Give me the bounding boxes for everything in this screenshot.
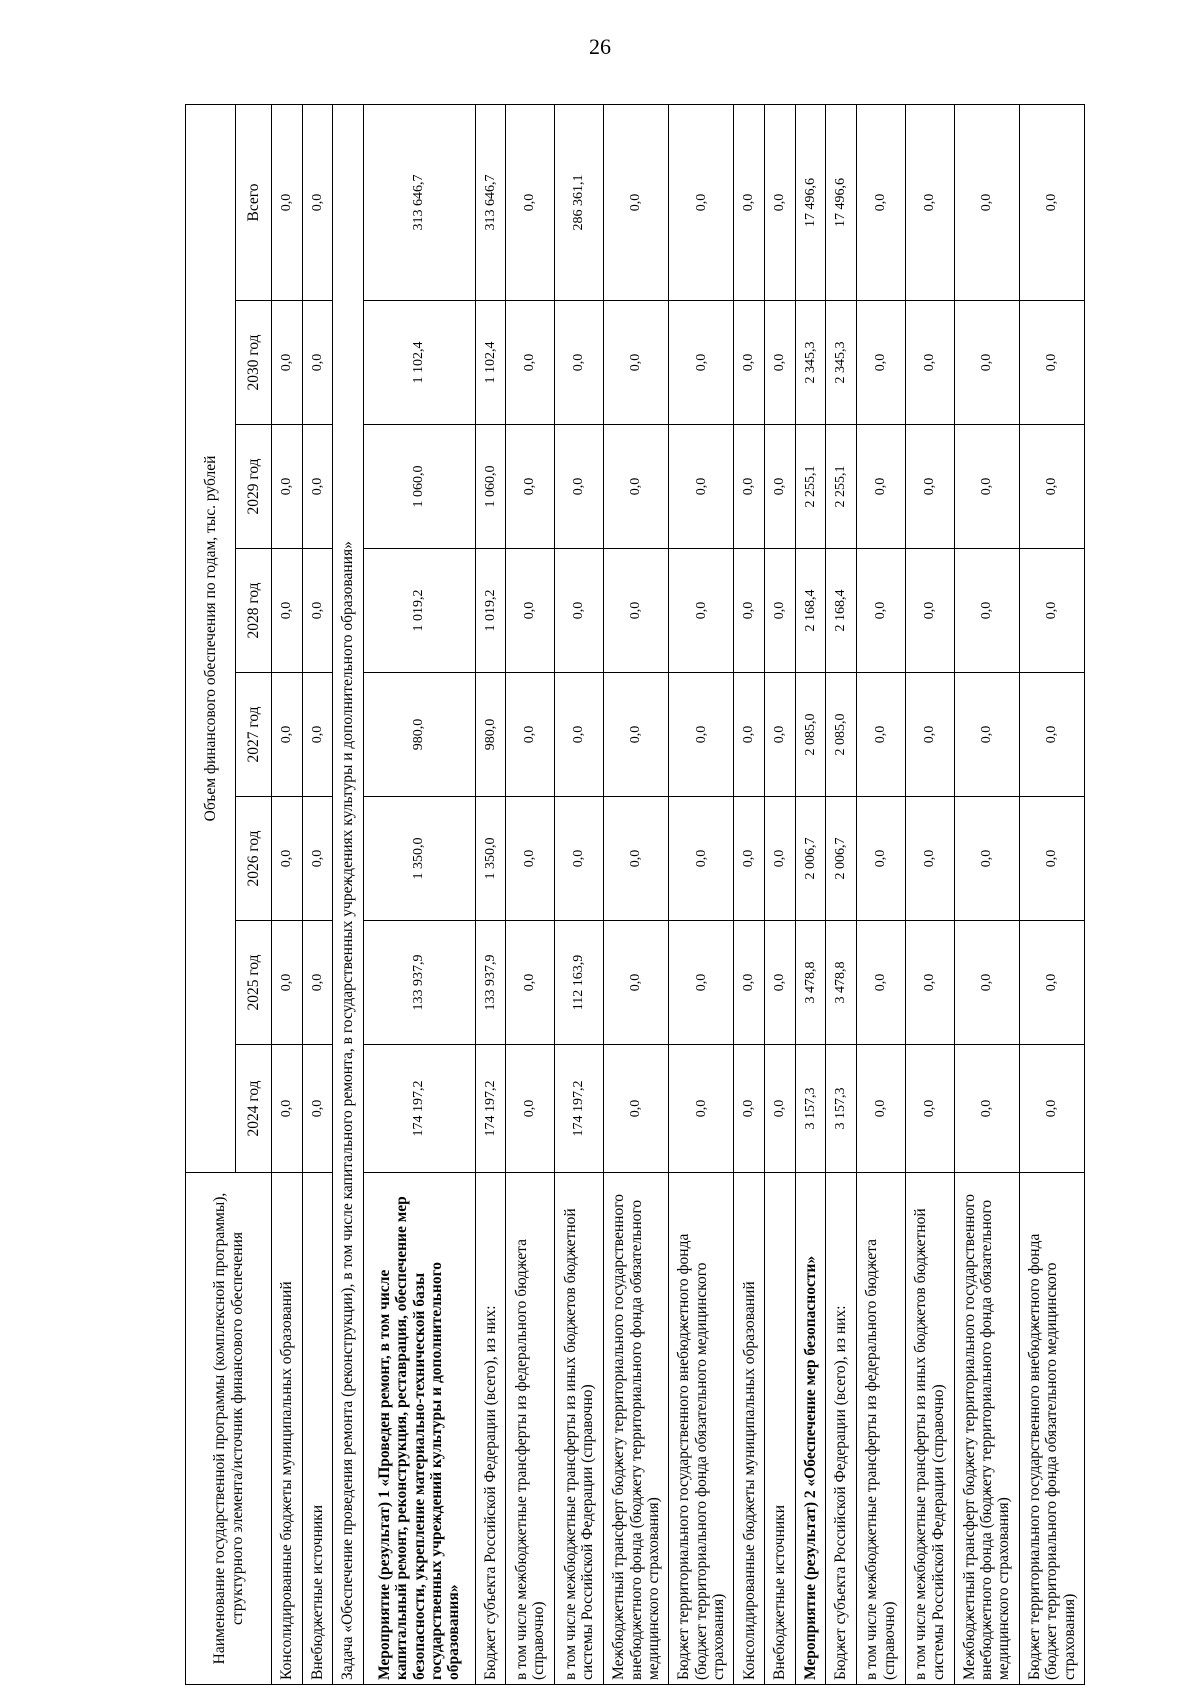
value-cell: 2 255,1 [826,425,857,549]
year-header: 2030 год [236,301,272,425]
value-cell: 0,0 [604,425,669,549]
value-cell: 0,0 [765,673,796,797]
table-row [604,105,669,1685]
row-label: Мероприятие (результат) 2 «Обеспечение мер безопасности» [795,1173,826,1685]
total-cell: 0,0 [669,105,734,301]
table-body [272,105,1085,1685]
value-cell: 0,0 [856,549,905,673]
value-cell: 0,0 [1019,549,1084,673]
value-cell: 0,0 [272,425,303,549]
row-label: Внебюджетные источники [302,1173,333,1685]
value-cell: 0,0 [765,425,796,549]
value-cell: 0,0 [765,797,796,921]
table-row [826,105,857,1685]
value-cell: 0,0 [506,797,555,921]
row-label: Бюджет субъекта Российской Федерации (всего), из них: [826,1173,857,1685]
value-cell: 174 197,2 [363,1045,475,1173]
total-cell: 0,0 [765,105,796,301]
value-cell: 1 350,0 [475,797,506,921]
value-cell: 0,0 [669,921,734,1045]
value-cell: 0,0 [954,673,1019,797]
total-cell: 0,0 [506,105,555,301]
value-cell: 0,0 [272,1045,303,1173]
value-cell: 980,0 [475,673,506,797]
value-cell: 0,0 [1019,301,1084,425]
value-cell: 2 085,0 [795,673,826,797]
value-cell: 0,0 [272,301,303,425]
value-cell: 2 168,4 [795,549,826,673]
row-label: в том числе межбюджетные трансферты из федерального бюджета (справочно) [506,1173,555,1685]
value-cell: 1 350,0 [363,797,475,921]
value-cell: 0,0 [506,425,555,549]
total-cell: 17 496,6 [795,105,826,301]
table-row [669,105,734,1685]
value-cell: 0,0 [856,673,905,797]
total-cell: 0,0 [272,105,303,301]
value-cell: 0,0 [856,301,905,425]
value-cell: 0,0 [905,425,954,549]
row-label: Бюджет субъекта Российской Федерации (всего), из них: [475,1173,506,1685]
value-cell: 0,0 [954,425,1019,549]
financing-table [185,104,1085,1685]
value-cell: 0,0 [1019,425,1084,549]
table-row [795,105,826,1685]
value-cell: 0,0 [1019,1045,1084,1173]
value-cell: 0,0 [604,301,669,425]
value-cell: 0,0 [302,673,333,797]
value-cell: 0,0 [905,1045,954,1173]
table-row [272,105,303,1685]
value-cell: 3 478,8 [826,921,857,1045]
value-cell: 2 006,7 [795,797,826,921]
value-cell: 0,0 [954,921,1019,1045]
total-cell: 0,0 [734,105,765,301]
value-cell: 0,0 [506,549,555,673]
value-cell: 0,0 [1019,797,1084,921]
value-cell: 0,0 [555,301,604,425]
value-cell: 2 006,7 [826,797,857,921]
table-row [1019,105,1084,1685]
value-cell: 1 019,2 [363,549,475,673]
value-cell: 0,0 [954,797,1019,921]
value-cell: 3 157,3 [795,1045,826,1173]
name-column-header: Наименование государственной программы (комплексной программы), структурного элемента/источник финансового обеспечения [186,1173,272,1685]
value-cell: 2 168,4 [826,549,857,673]
value-cell: 0,0 [954,1045,1019,1173]
total-cell: 0,0 [954,105,1019,301]
row-label: Межбюджетный трансферт бюджету территориального государственного внебюджетного фонда (бюджету территориального фонда обязательного медицинского страхования) [954,1173,1019,1685]
total-cell: 313 646,7 [363,105,475,301]
value-cell: 0,0 [856,797,905,921]
value-cell: 0,0 [765,301,796,425]
value-cell: 2 345,3 [795,301,826,425]
value-cell: 0,0 [302,1045,333,1173]
value-cell: 174 197,2 [555,1045,604,1173]
value-cell: 0,0 [506,1045,555,1173]
row-label: Бюджет территориального государственного внебюджетного фонда (бюджет территориального фонда обязательного медицинского страхования) [669,1173,734,1685]
volume-group-header: Объем финансового обеспечения по годам, тыс. рублей [186,105,236,1173]
total-cell: 313 646,7 [475,105,506,301]
value-cell: 0,0 [272,673,303,797]
total-cell: 286 361,1 [555,105,604,301]
value-cell: 0,0 [734,301,765,425]
value-cell: 3 157,3 [826,1045,857,1173]
row-label: Мероприятие (результат) 1 «Проведен ремонт, в том числе капитальный ремонт, реконструкция, реставрация, обеспечение мер безопасности, укрепление материально-технической базы государственных учреждений культуры и дополнительного образования» [363,1173,475,1685]
value-cell: 1 102,4 [475,301,506,425]
row-label: Межбюджетный трансферт бюджету территориального государственного внебюджетного фонда (бюджету территориального фонда обязательного медицинского страхования) [604,1173,669,1685]
value-cell: 0,0 [669,301,734,425]
total-cell: 0,0 [905,105,954,301]
value-cell: 0,0 [555,549,604,673]
row-label: Консолидированные бюджеты муниципальных образований [734,1173,765,1685]
value-cell: 0,0 [856,921,905,1045]
year-header: 2028 год [236,549,272,673]
value-cell: 0,0 [954,301,1019,425]
value-cell: 0,0 [604,797,669,921]
value-cell: 0,0 [272,549,303,673]
value-cell: 0,0 [302,425,333,549]
value-cell: 1 019,2 [475,549,506,673]
value-cell: 2 255,1 [795,425,826,549]
value-cell: 0,0 [604,549,669,673]
value-cell: 0,0 [734,921,765,1045]
value-cell: 0,0 [954,549,1019,673]
value-cell: 0,0 [1019,921,1084,1045]
value-cell: 0,0 [506,301,555,425]
row-label: Бюджет территориального государственного внебюджетного фонда (бюджет территориального фонда обязательного медицинского страхования) [1019,1173,1084,1685]
year-header: 2029 год [236,425,272,549]
value-cell: 133 937,9 [363,921,475,1045]
value-cell: 0,0 [765,921,796,1045]
row-label: в том числе межбюджетные трансферты из иных бюджетов бюджетной системы Российской Федерации (справочно) [905,1173,954,1685]
value-cell: 1 102,4 [363,301,475,425]
value-cell: 1 060,0 [363,425,475,549]
value-cell: 0,0 [302,797,333,921]
value-cell: 0,0 [905,797,954,921]
total-cell: 17 496,6 [826,105,857,301]
value-cell: 0,0 [1019,673,1084,797]
table-row [954,105,1019,1685]
value-cell: 0,0 [272,797,303,921]
table-row [475,105,506,1685]
table-row [734,105,765,1685]
value-cell: 0,0 [734,673,765,797]
value-cell: 0,0 [669,425,734,549]
value-cell: 0,0 [302,301,333,425]
total-cell: 0,0 [856,105,905,301]
value-cell: 0,0 [555,425,604,549]
value-cell: 0,0 [555,673,604,797]
value-cell: 133 937,9 [475,921,506,1045]
total-cell: 0,0 [302,105,333,301]
row-label: Внебюджетные источники [765,1173,796,1685]
value-cell: 0,0 [669,1045,734,1173]
total-cell: 0,0 [1019,105,1084,301]
table-row [555,105,604,1685]
row-label: в том числе межбюджетные трансферты из федерального бюджета (справочно) [856,1173,905,1685]
value-cell: 0,0 [905,673,954,797]
table-row [333,105,364,1685]
value-cell: 0,0 [669,797,734,921]
table-row [506,105,555,1685]
value-cell: 0,0 [302,921,333,1045]
rotated-table-wrapper [185,105,1085,1685]
value-cell: 2 085,0 [826,673,857,797]
year-header: 2024 год [236,1045,272,1173]
value-cell: 174 197,2 [475,1045,506,1173]
row-label: Консолидированные бюджеты муниципальных образований [272,1173,303,1685]
value-cell: 0,0 [604,921,669,1045]
value-cell: 0,0 [734,797,765,921]
value-cell: 0,0 [555,797,604,921]
value-cell: 0,0 [302,549,333,673]
total-header: Всего [236,105,272,301]
value-cell: 112 163,9 [555,921,604,1045]
value-cell: 2 345,3 [826,301,857,425]
table-row [905,105,954,1685]
value-cell: 3 478,8 [795,921,826,1045]
value-cell: 0,0 [506,673,555,797]
table-row [856,105,905,1685]
value-cell: 0,0 [765,1045,796,1173]
value-cell: 0,0 [856,425,905,549]
year-header: 2025 год [236,921,272,1045]
table-row [363,105,475,1685]
table-row [302,105,333,1685]
value-cell: 0,0 [765,549,796,673]
value-cell: 0,0 [669,673,734,797]
year-header: 2026 год [236,797,272,921]
task-row-cell: Задача «Обеспечение проведения ремонта (реконструкции), в том числе капитального ремонта, в государственных учреждениях культуры и дополнительного образования» [333,105,364,1685]
value-cell: 1 060,0 [475,425,506,549]
row-label: в том числе межбюджетные трансферты из иных бюджетов бюджетной системы Российской Федерации (справочно) [555,1173,604,1685]
year-header: 2027 год [236,673,272,797]
value-cell: 0,0 [905,301,954,425]
value-cell: 980,0 [363,673,475,797]
page-number: 26 [589,34,611,59]
table-row [765,105,796,1685]
value-cell: 0,0 [669,549,734,673]
value-cell: 0,0 [506,921,555,1045]
value-cell: 0,0 [905,549,954,673]
value-cell: 0,0 [856,1045,905,1173]
total-cell: 0,0 [604,105,669,301]
value-cell: 0,0 [604,1045,669,1173]
value-cell: 0,0 [734,425,765,549]
value-cell: 0,0 [905,921,954,1045]
value-cell: 0,0 [604,673,669,797]
value-cell: 0,0 [734,1045,765,1173]
value-cell: 0,0 [734,549,765,673]
value-cell: 0,0 [272,921,303,1045]
